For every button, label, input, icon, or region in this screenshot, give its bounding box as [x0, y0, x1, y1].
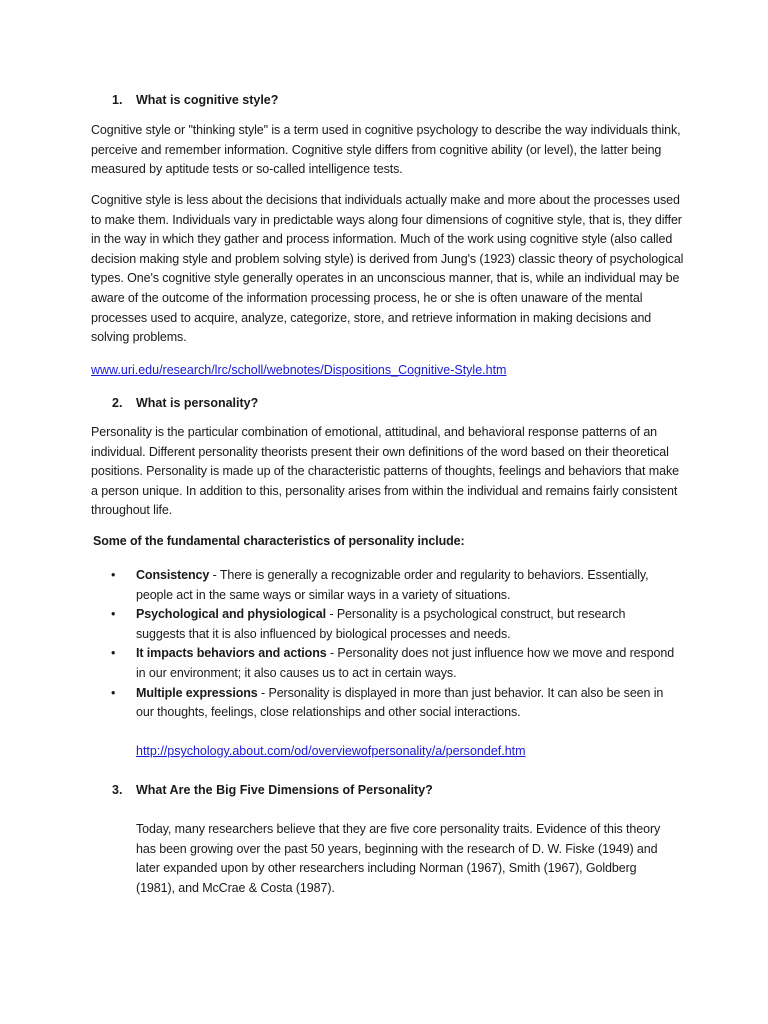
list-item	[111, 605, 676, 644]
list-item	[111, 566, 676, 605]
characteristics-list	[111, 566, 676, 723]
list-item	[111, 644, 676, 683]
section-1-paragraph-2: Cognitive style is less about the decisions that individuals actually make and more about the processes used to make them. Individuals vary in predictable ways along four dimensions of cognitive style, that is, they differ in the way in which they gather and process information. Much of the work using cognitive style (also called decision making style and problem solving style) is derived from Jung's (1923) classic theory of psychological types. One's cognitive style generally operates in an unconscious manner, that is, while an individual may be aware of the outcome of the information processing process, he or she is often unaware of the mental processes used to acquire, analyze, categorize, store, and retrieve information in making decisions and solving problems.	[91, 193, 684, 345]
section-title: What is cognitive style?	[136, 93, 279, 107]
section-title: What is personality?	[136, 396, 259, 410]
bullet-icon: •	[111, 607, 116, 622]
section-2-link-line	[136, 742, 526, 760]
list-item	[111, 684, 676, 723]
bullet-icon: •	[111, 568, 116, 582]
section-1-paragraph-1: Cognitive style or "thinking style" is a term used in cognitive psychology to describe the way individuals think, perceive and remember information. Cognitive style differs from cognitive ability (or level), the latter being measured by aptitude tests or so-called intelligence tests.	[91, 123, 681, 177]
bullet-text: - Personality is displayed in more than just behavior. It can also be seen in our thoughts, feelings, close relationships and other social interactions.	[136, 685, 664, 720]
section-1-link-line	[91, 361, 506, 379]
bullet-term: Multiple expressions	[136, 685, 258, 700]
bullet-icon: •	[111, 685, 116, 700]
section-title: What Are the Big Five Dimensions of Personality?	[136, 783, 433, 797]
bullet-icon: •	[111, 646, 116, 661]
bullet-term: Psychological and physiological	[136, 607, 327, 622]
cognitive-style-link[interactable]: www.uri.edu/research/lrc/scholl/webnotes/Dispositions_Cognitive-Style.htm	[91, 363, 507, 377]
bullet-text: - Personality does not just influence how we move and respond in our environment; it also causes us to act in certain ways.	[136, 646, 675, 680]
section-1-heading	[112, 91, 278, 109]
section-number: 3.	[112, 783, 123, 797]
bullet-term: Consistency	[136, 568, 210, 582]
section-2-paragraph-1: Personality is the particular combination of emotional, attitudinal, and behavioral response patterns of an individual. Different personality theorists present their own definitions of the word based on their theoretical positions. Personality is made up of the characteristic patterns of thoughts, feelings and behaviors that make a person unique. In addition to this, personality arises from within the individual and remains fairly consistent throughout life.	[91, 425, 679, 518]
section-2-heading	[112, 394, 258, 412]
section-3-heading	[112, 781, 433, 799]
bullet-term: It impacts behaviors and actions	[136, 646, 327, 661]
bullet-text: - There is generally a recognizable order and regularity to behaviors. Essentially, people act in the same ways or similar ways in a variety of situations.	[136, 568, 649, 602]
section-number: 1.	[112, 93, 123, 107]
section-number: 2.	[112, 396, 123, 410]
bullet-text: - Personality is a psychological construct, but research suggests that it is also influenced by biological processes and needs.	[136, 607, 626, 641]
personality-link[interactable]: http://psychology.about.com/od/overviewofpersonality/a/persondef.htm	[136, 744, 526, 758]
section-3-paragraph-1: Today, many researchers believe that they are five core personality traits. Evidence of this theory has been growing over the past 50 years, beginning with the research of D. W. Fiske (1949) and later expanded upon by other researchers including Norman (1967), Smith (1967), Goldberg (1981), and McCrae & Costa (1987).	[136, 822, 661, 895]
characteristics-lead: Some of the fundamental characteristics of personality include:	[93, 534, 465, 548]
